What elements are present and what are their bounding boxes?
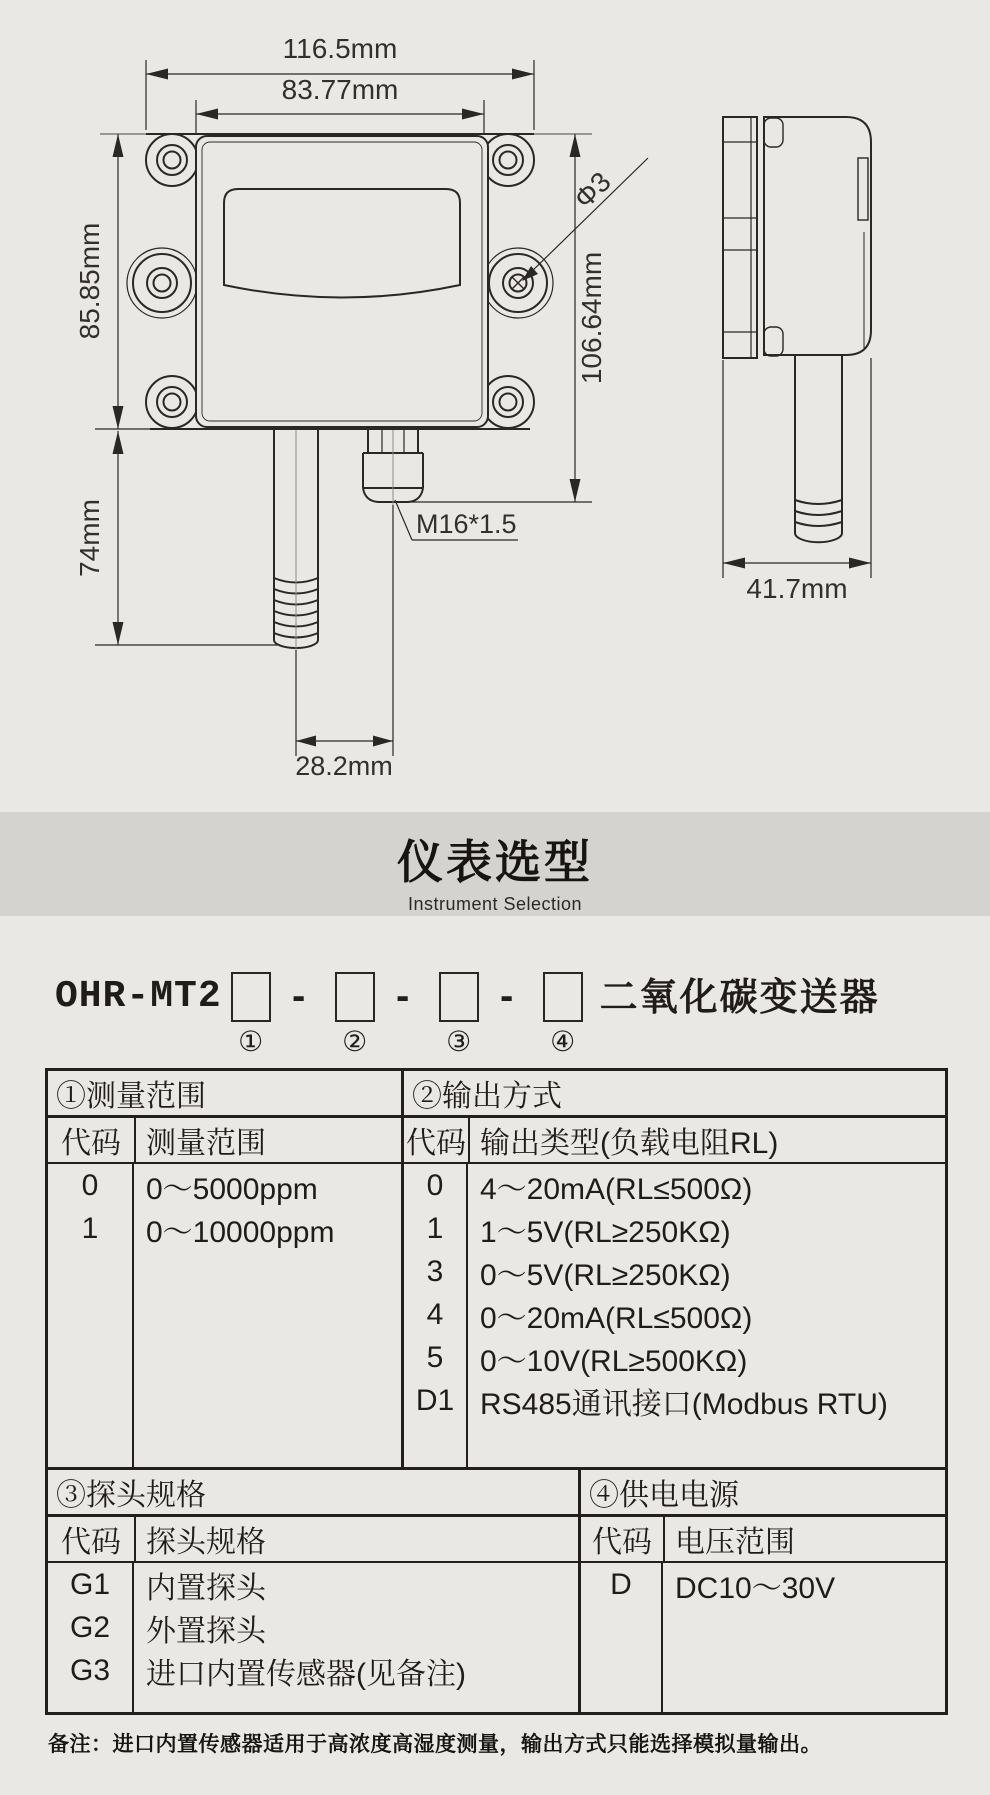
output-row-code: 1 [426,1211,444,1245]
dim-body-height: 85.85mm [74,222,105,340]
dim-front-width: 116.5mm [282,33,398,64]
range-value-header: 测量范围 [146,1127,266,1160]
output-row-code: 4 [426,1297,444,1331]
output-row-value: 0～20mA(RL≤500Ω) [480,1301,753,1335]
section-title-range: ①测量范围 [48,1071,401,1118]
model-prefix: OHR-MT2 [55,975,222,1018]
dim-side-width: 41.7mm [746,573,848,604]
output-row-value: RS485通讯接口(Modbus RTU) [480,1387,888,1421]
position-marker-1: ① [238,1026,264,1057]
model-code-line [55,972,880,1056]
probe-row-code: G1 [69,1567,111,1601]
probe-row-value: 内置探头 [146,1571,266,1605]
model-slot-2 [334,972,376,1056]
section-title-band [0,812,990,916]
side-view-drawing [723,117,871,542]
output-value-header: 输出类型(负载电阻RL) [480,1127,779,1160]
model-code-box-2 [335,972,375,1022]
range-row-value: 0～10000ppm [146,1215,335,1249]
output-row-value: 0～10V(RL≥500KΩ) [480,1344,748,1378]
model-suffix: 二氧化碳变送器 [599,977,880,1019]
model-slot-3 [438,972,480,1056]
power-row-value: DC10～30V [675,1571,836,1605]
output-row-value: 0～5V(RL≥250KΩ) [480,1258,731,1292]
model-dash-3: - [499,974,514,1018]
model-dash-1: - [291,974,306,1018]
dim-gland-thread: M16*1.5 [416,509,517,539]
dim-probe-length: 74mm [74,499,105,577]
output-row-code: D1 [415,1383,455,1417]
power-value-header: 电压范围 [675,1526,795,1559]
section-output-mode [404,1071,945,1467]
range-code-header: 代码 [48,1118,136,1162]
probe-value-header: 探头规格 [146,1526,266,1559]
model-code-box-4 [543,972,583,1022]
output-row-code: 5 [426,1340,444,1374]
range-row-value: 0～5000ppm [146,1172,318,1206]
section-title-probe: ③探头规格 [48,1470,578,1517]
section-title-power: ④供电电源 [581,1470,945,1517]
range-row-code: 0 [81,1168,99,1202]
probe-row-code: G2 [69,1610,111,1644]
front-view-drawing [127,134,553,756]
dim-probe-offset: 28.2mm [295,751,393,781]
section-title-en: Instrument Selection [407,894,583,914]
position-marker-2: ② [342,1026,368,1057]
section-probe-spec [48,1470,581,1712]
position-marker-3: ③ [446,1026,472,1057]
model-slot-4 [542,972,584,1056]
section-title-zh: 仪表选型 [397,836,593,888]
section-title-output: ②输出方式 [404,1071,945,1118]
power-row-code: D [610,1567,632,1601]
range-row-code: 1 [81,1211,99,1245]
output-row-value: 4～20mA(RL≤500Ω) [480,1172,753,1206]
output-row-code: 0 [426,1168,444,1202]
output-code-header: 代码 [404,1118,470,1162]
dim-mount-height: 106.64mm [576,251,607,385]
probe-row-code: G3 [69,1653,111,1687]
model-code-box-3 [439,972,479,1022]
section-measurement-range [48,1071,404,1467]
model-code-box-1 [231,972,271,1022]
dim-inner-width: 83.77mm [281,74,399,105]
model-slot-1 [230,972,272,1056]
section-power-supply [581,1470,945,1712]
dimension-drawing [0,0,990,810]
probe-row-value: 外置探头 [146,1614,266,1648]
footnote: 备注：进口内置传感器适用于高浓度高湿度测量，输出方式只能选择模拟量输出。 [48,1733,822,1756]
position-marker-4: ④ [550,1026,576,1057]
output-row-code: 3 [426,1254,444,1288]
probe-row-value: 进口内置传感器(见备注) [146,1657,466,1691]
dim-hole-diameter: Φ3 [567,165,617,215]
model-dash-2: - [395,974,410,1018]
output-row-value: 1～5V(RL≥250KΩ) [480,1215,731,1249]
probe-code-header: 代码 [48,1517,136,1561]
power-code-header: 代码 [581,1517,665,1561]
selection-table [45,1068,948,1715]
